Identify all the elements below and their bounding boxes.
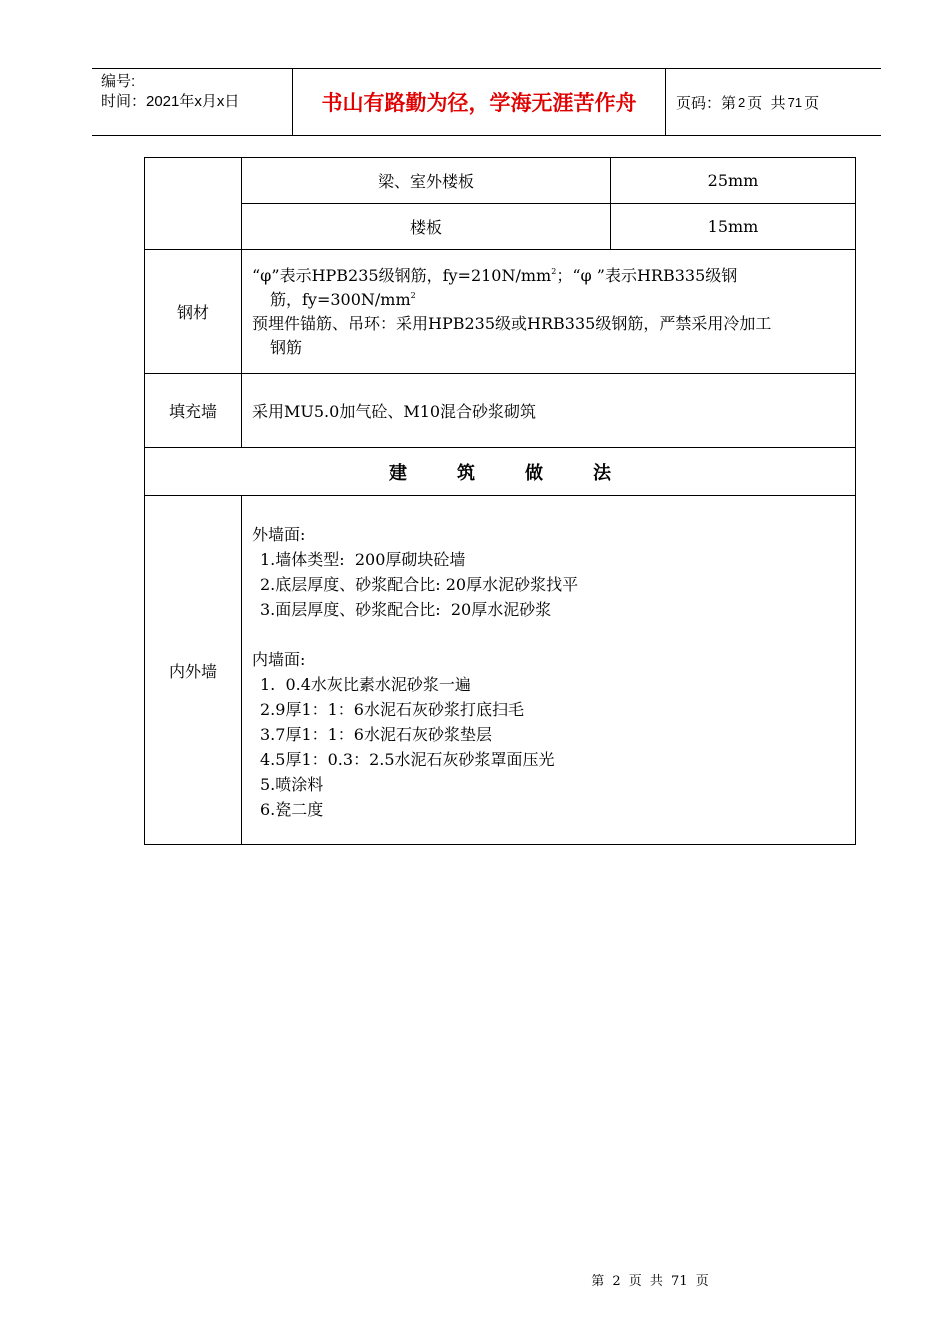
table-row bbox=[145, 250, 856, 374]
interior-title: 内墙面: bbox=[252, 650, 306, 669]
slab-label-cell: 楼板 bbox=[242, 204, 611, 250]
page-total: 71 bbox=[787, 94, 803, 110]
steel-content-cell bbox=[242, 250, 856, 374]
page-header bbox=[92, 68, 881, 136]
page-mid: 页 共 bbox=[747, 94, 786, 112]
slab-value-cell: 15mm bbox=[611, 204, 856, 250]
table-row bbox=[145, 158, 856, 204]
exterior-title: 外墙面: bbox=[252, 525, 306, 544]
table-row bbox=[145, 374, 856, 448]
section-title-char: 法 bbox=[593, 462, 611, 484]
list-item: 3.面层厚度、砂浆配合比: 20厚水泥砂浆 bbox=[260, 600, 552, 619]
infill-value-cell: 采用MU5.0加气砼、M10混合砂浆砌筑 bbox=[242, 374, 856, 448]
table-row bbox=[145, 496, 856, 845]
header-page-indicator bbox=[666, 69, 881, 135]
list-item: 5.喷涂料 bbox=[260, 775, 324, 794]
steel-sup-2: 2 bbox=[410, 290, 416, 300]
infill-label-cell: 填充墙 bbox=[145, 374, 242, 448]
list-item: 1.墙体类型: 200厚砌块砼墙 bbox=[260, 550, 466, 569]
header-motto: 书山有路勤为径，学海无涯苦作舟 bbox=[293, 69, 666, 135]
table-row bbox=[145, 448, 856, 496]
list-item: 6.瓷二度 bbox=[260, 800, 324, 819]
steel-line-4: 钢筋 bbox=[270, 337, 303, 357]
steel-sup-1: 2 bbox=[551, 266, 557, 276]
beam-label-cell: 梁、室外楼板 bbox=[242, 158, 611, 204]
section-title-char: 建 bbox=[389, 462, 407, 484]
document-number-label: 编号: bbox=[101, 73, 136, 90]
section-title-char: 做 bbox=[525, 462, 543, 484]
steel-line-1a: “φ”表示HPB235级钢筋，fy=210N/mm bbox=[252, 265, 552, 285]
list-item: 2.底层厚度、砂浆配合比: 20厚水泥砂浆找平 bbox=[260, 575, 579, 594]
table-row bbox=[145, 204, 856, 250]
walls-content-cell bbox=[242, 496, 856, 845]
steel-line-1 bbox=[252, 264, 847, 288]
list-item: 3.7厚1：1：6水泥石灰砂浆垫层 bbox=[260, 725, 492, 744]
page-footer: 第 2 页 共 71 页 bbox=[591, 1274, 709, 1289]
document-time-label: 时间：2021年x月x日 bbox=[101, 93, 240, 110]
page-suffix: 页 bbox=[804, 94, 820, 112]
page-current: 2 bbox=[738, 94, 746, 110]
list-item: 4.5厚1：0.3：2.5水泥石灰砂浆罩面压光 bbox=[260, 750, 555, 769]
list-item: 1. 0.4水灰比素水泥砂浆一遍 bbox=[260, 675, 471, 694]
page-prefix: 页码：第 bbox=[676, 94, 737, 112]
section-title-char: 筑 bbox=[457, 462, 475, 484]
empty-label-cell bbox=[145, 158, 242, 250]
steel-line-2 bbox=[252, 288, 847, 312]
spacer bbox=[252, 622, 847, 647]
list-item: 2.9厚1：1：6水泥石灰砂浆打底扫毛 bbox=[260, 700, 524, 719]
walls-label-cell: 内外墙 bbox=[145, 496, 242, 845]
steel-line-1b: ；“φ ”表示HRB335级钢 bbox=[556, 265, 738, 285]
steel-line-3: 预埋件锚筋、吊环：采用HPB235级或HRB335级钢筋，严禁采用冷加工 bbox=[252, 313, 772, 333]
beam-value-cell: 25mm bbox=[611, 158, 856, 204]
spec-table bbox=[144, 157, 856, 845]
steel-line-2a: 筋，fy=300N/mm bbox=[270, 289, 411, 309]
header-meta bbox=[92, 69, 293, 135]
steel-label-cell: 钢材 bbox=[145, 250, 242, 374]
section-title-cell bbox=[145, 448, 856, 496]
